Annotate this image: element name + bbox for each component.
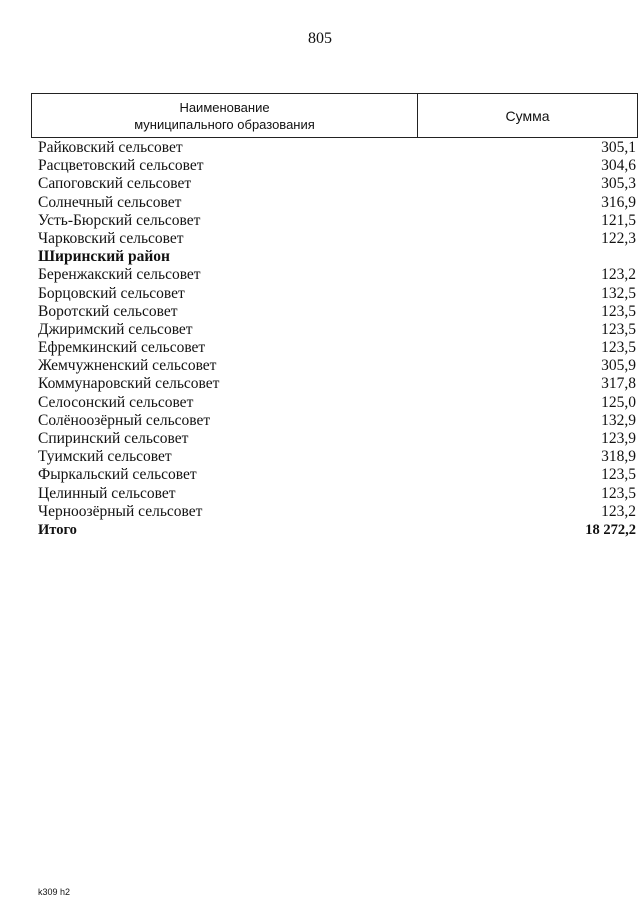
municipality-name: Коммунаровский сельсовет	[38, 375, 220, 393]
amount-value: 132,5	[601, 284, 636, 302]
municipality-name: Черноозёрный сельсовет	[38, 502, 203, 520]
table-row	[38, 212, 636, 230]
amount-value: 123,5	[601, 320, 636, 338]
amount-value: 123,5	[601, 339, 636, 357]
table-header	[31, 93, 638, 138]
amount-value: 123,2	[601, 266, 636, 284]
municipality-name: Солнечный сельсовет	[38, 193, 182, 211]
column-header-name-line1: Наименование	[179, 99, 270, 115]
municipality-name: Селосонский сельсовет	[38, 393, 194, 411]
municipality-name: Фыркальский сельсовет	[38, 466, 197, 484]
table-row	[38, 339, 636, 357]
municipality-name: Расцветовский сельсовет	[38, 157, 204, 175]
column-header-name-line2: муниципального образования	[134, 116, 315, 132]
municipality-name: Джиримский сельсовет	[38, 320, 193, 338]
page-number: 805	[308, 30, 332, 47]
municipality-name: Спиринский сельсовет	[38, 430, 189, 447]
municipality-name: Райковский сельсовет	[38, 139, 183, 156]
amount-value: 305,9	[601, 357, 636, 375]
amount-value: 123,5	[601, 466, 636, 484]
amount-value: 123,5	[601, 484, 636, 502]
column-header-sum: Сумма	[505, 107, 550, 124]
amount-value: 125,0	[601, 393, 636, 411]
amount-value: 305,3	[601, 175, 636, 193]
table-row	[38, 303, 636, 321]
municipality-name: Целинный сельсовет	[38, 484, 176, 502]
municipality-name: Чарковский сельсовет	[38, 229, 184, 247]
table-row	[38, 466, 636, 484]
amount-value: 305,1	[601, 139, 636, 156]
amount-value: 121,5	[601, 211, 636, 229]
table-row	[38, 448, 636, 466]
amount-value: 123,5	[601, 302, 636, 320]
total-label: Итого	[38, 521, 77, 538]
table-row	[38, 266, 636, 284]
total-value: 18 272,2	[585, 521, 636, 538]
table-row	[38, 503, 636, 521]
table-row	[38, 412, 636, 430]
amount-value: 304,6	[601, 157, 636, 175]
table-row	[38, 430, 636, 448]
table-body	[38, 139, 636, 539]
municipality-name: Сапоговский сельсовет	[38, 175, 192, 193]
municipality-name: Воротский сельсовет	[38, 302, 178, 320]
table-row	[38, 194, 636, 212]
footer-code: k309 h2	[38, 887, 71, 897]
table-row	[38, 357, 636, 375]
amount-value: 122,3	[601, 229, 636, 247]
amount-value: 123,9	[601, 430, 636, 447]
table-row	[38, 230, 636, 248]
amount-value: 123,2	[601, 502, 636, 520]
table-row	[38, 139, 636, 157]
municipality-name: Беренжакский сельсовет	[38, 266, 201, 284]
municipality-name: Борцовский сельсовет	[38, 284, 185, 302]
municipality-name: Туимский сельсовет	[38, 448, 172, 466]
municipality-name: Солёноозёрный сельсовет	[38, 411, 211, 429]
amount-value: 316,9	[601, 193, 636, 211]
table-row	[38, 485, 636, 503]
table-row	[38, 375, 636, 393]
table-row	[38, 394, 636, 412]
table-row	[38, 157, 636, 175]
table-row	[38, 321, 636, 339]
municipality-name: Усть-Бюрский сельсовет	[38, 211, 201, 229]
total-row	[38, 521, 636, 539]
table-row	[38, 175, 636, 193]
municipality-name: Ефремкинский сельсовет	[38, 339, 206, 357]
section-title: Ширинский район	[38, 248, 170, 266]
amount-value: 132,9	[601, 411, 636, 429]
amount-value: 317,8	[601, 375, 636, 393]
table-row	[38, 285, 636, 303]
column-header-name	[32, 94, 418, 137]
amount-value: 318,9	[601, 448, 636, 466]
municipality-name: Жемчужненский сельсовет	[38, 357, 217, 375]
section-header-row	[38, 248, 636, 266]
